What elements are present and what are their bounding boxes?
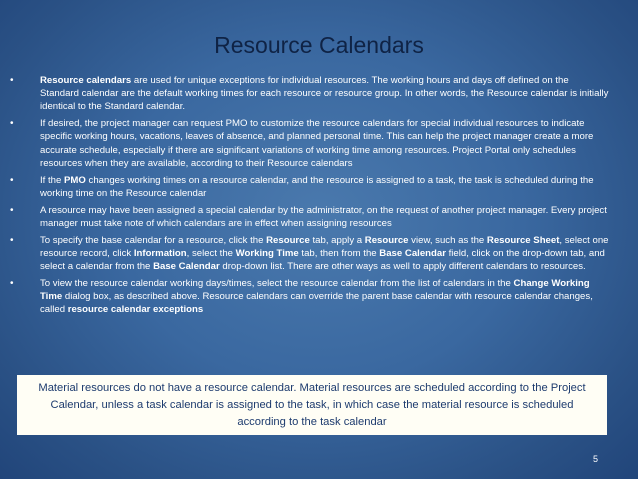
bullet-text-bold: Working Time <box>235 247 299 259</box>
bullet-text-bold: Resource calendars <box>40 75 132 86</box>
bullet-dot: • <box>10 174 14 186</box>
bullet-dot: • <box>10 204 14 216</box>
bullet-text-bold: resource calendar exceptions <box>67 304 204 316</box>
bullet-text-bold: Change Working Time <box>40 277 590 303</box>
bullet-item <box>10 74 610 114</box>
bullet-list <box>10 74 610 320</box>
bullet-dot: • <box>10 75 14 86</box>
callout-box: Material resources do not have a resource calendar. Material resources are scheduled according to the Project Calendar, unless a task calendar is assigned to the task, in which case the material resource is scheduled according to the task calendar <box>17 375 607 435</box>
bullet-text-bold: PMO <box>64 174 86 186</box>
bullet-text: are used for unique exceptions for individual resources. The working hours and days off defined on the Standard calendar are the default working times for each resource or resource group. In other words, the Resource calendar is initially identical to the Standard calendar. <box>40 75 609 113</box>
bullet-dot: • <box>10 277 14 289</box>
bullet-text: tab, apply a <box>309 234 365 246</box>
bullet-text-bold: Resource <box>364 234 409 246</box>
bullet-text: , select one resource record, click <box>40 234 609 259</box>
bullet-text-bold: Base Calendar <box>153 261 220 273</box>
bullet-item <box>10 117 610 170</box>
bullet-text: To specify the base calendar for a resource, click the <box>40 234 267 246</box>
bullet-text-bold: Base Calendar <box>379 247 446 259</box>
slide-title: Resource Calendars <box>214 32 424 58</box>
bullet-item <box>10 277 610 317</box>
bullet-text-bold: Information <box>133 247 187 259</box>
bullet-text: , select the <box>186 247 236 259</box>
bullet-text: If desired, the project manager can request PMO to customize the resource calendars for special individual resources to indicate specific working hours, vacations, leaves of absence, and planned personal time. This can help the project manager create a more accurate schedule, especially if there are significant variations of working time among resources. Project Portal only schedules resources when they are available, according to their Resource calendars <box>40 118 594 169</box>
bullet-text: drop-down list. There are other ways as well to apply different calendars to resources. <box>219 261 586 273</box>
page-number: 5 <box>592 454 598 464</box>
bullet-text: If the <box>40 174 64 186</box>
bullet-text: To view the resource calendar working days/times, select the resource calendar from the list of calendars in the <box>40 277 514 289</box>
bullet-dot: • <box>10 118 14 130</box>
bullet-text: field, click on the drop-down tab, and select a calendar from the <box>40 247 605 273</box>
bullet-text-bold: Resource <box>266 234 310 246</box>
bullet-item <box>10 174 610 200</box>
bullet-text: view, such as the <box>408 234 487 246</box>
bullet-dot: • <box>10 234 14 246</box>
bullet-text: A resource may have been assigned a special calendar by the administrator, on the request of another project manager. Every project manager must take note of which calendars are in effect when assigning resources <box>40 204 607 229</box>
bullet-item <box>10 234 610 274</box>
bullet-text: tab, then from the <box>298 247 380 259</box>
bullet-text: dialog box, as described above. Resource calendars can override the parent base calendar with resource calendar changes, called <box>40 291 593 316</box>
bullet-item <box>10 204 610 230</box>
bullet-text: changes working times on a resource calendar, and the resource is assigned to a task, the task is scheduled during the working time on the Resource calendar <box>40 174 594 199</box>
bullet-text-bold: Resource Sheet <box>486 234 560 246</box>
